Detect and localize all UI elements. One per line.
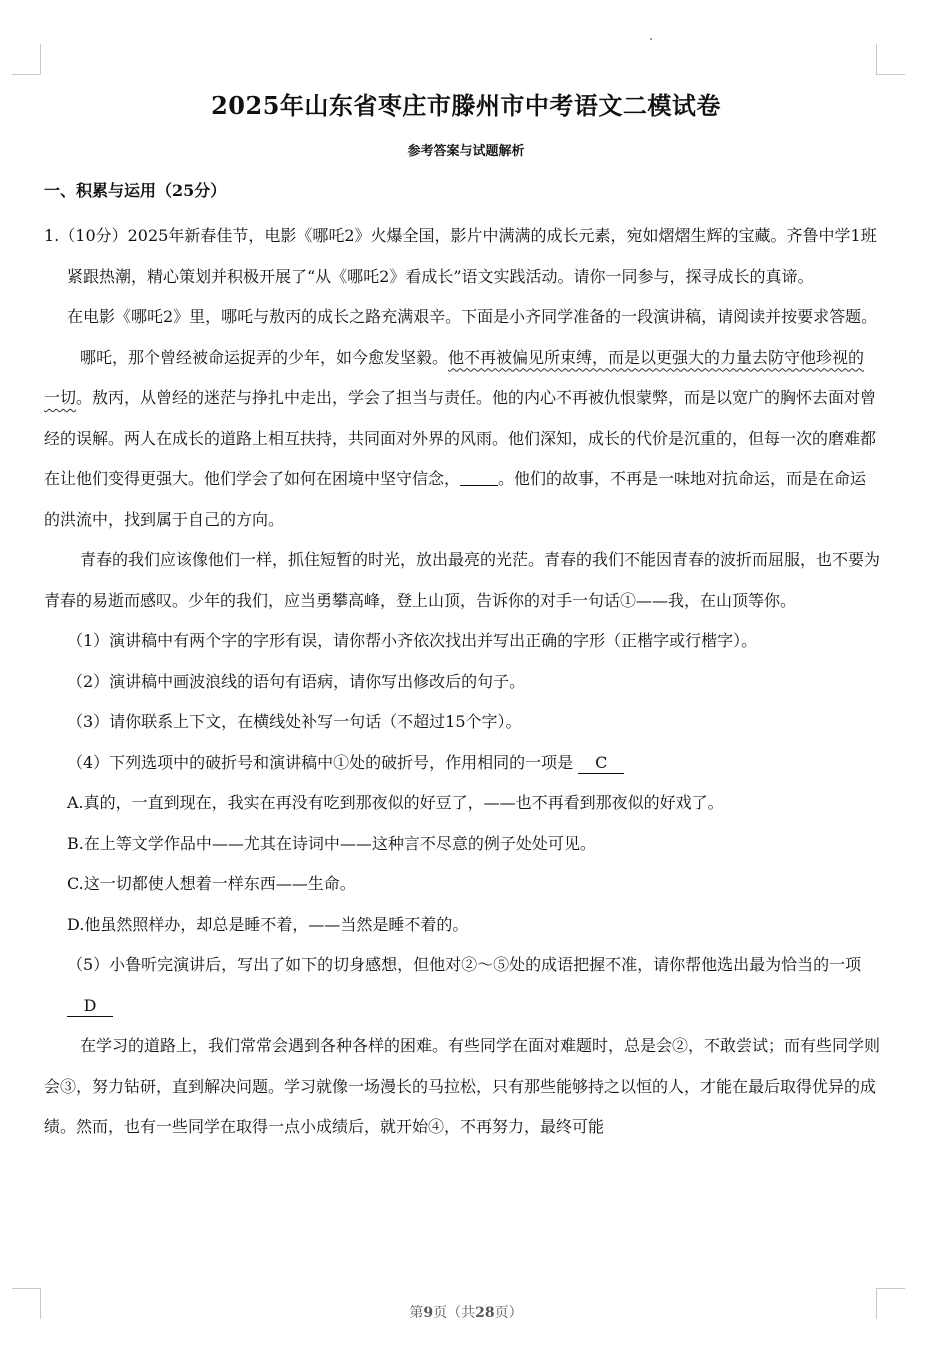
speech-text: 。他们的故事，不再是一味地对抗命运，而是在命运的洪流中，找到属于自己的方向。 — [44, 469, 867, 529]
sub-question-5-text: （5）小鲁听完演讲后，写出了如下的切身感想，但他对②～⑤处的成语把握不准，请你帮他选出最为恰当的一项 — [67, 955, 862, 974]
question-1-intro: 1.（10分）2025年新春佳节，电影《哪吒2》火爆全国，影片中满满的成长元素，宛如熠熠生辉的宝藏。齐鲁中学1班紧跟热潮，精心策划并积极开展了“从《哪吒2》看成长”语文实践活动。请你一同参与，探寻成长的真谛。 — [44, 226, 877, 286]
wavy-underlined-sentence: 他不再被偏见所束缚，而是以更强大的力量去防守他珍视的一切 — [44, 347, 865, 407]
option-c: C.这一切都使人想着一样东西——生命。 — [67, 874, 356, 893]
scan-dot — [650, 38, 652, 40]
crop-mark-top-right — [876, 44, 905, 75]
speech-paragraph-1 — [44, 338, 880, 541]
footer-text: 页） — [494, 1305, 523, 1321]
answer-5: D — [67, 996, 113, 1017]
option-b: B.在上等文学作品中——尤其在诗词中——这种言不尽意的例子处处可见。 — [67, 833, 596, 853]
section-heading: 一、积累与运用（25分） — [44, 181, 227, 200]
sub-question-4-text: （4）下列选项中的破折号和演讲稿中①处的破折号，作用相同的一项是 — [67, 752, 574, 772]
speech-text: 。敖丙，从曾经的迷茫与挣扎中走出，学会了担当与责任。他的内心不再被仇恨蒙弊，而是以宽广的胸怀去面对曾经的误解。两人在成长的道路上相互扶持，共同面对外界的风雨。他们深知，成长的代价是沉重的，但每一次的磨难都在让他们变得更强大。他们学会了如何在困境中坚守信念， — [44, 388, 877, 488]
page-subtitle: 参考答案与试题解析 — [407, 144, 525, 159]
page-footer — [0, 1302, 932, 1322]
sub-question-2: （2）演讲稿中画波浪线的语句有语病，请你写出修改后的句子。 — [67, 671, 526, 691]
speech-paragraph-2: 青春的我们应该像他们一样，抓住短暂的时光，放出最亮的光茫。青春的我们不能因青春的波折而屈服，也不要为青春的易逝而感叹。少年的我们，应当勇攀高峰，登上山顶，告诉你的对手一句话①——我，在山顶等你。 — [44, 550, 881, 610]
sub-question-1: （1）演讲稿中有两个字的字形有误，请你帮小齐依次找出并写出正确的字形（正楷字或行楷字）。 — [67, 631, 758, 650]
option-a: A.真的，一直到现在，我实在再没有吃到那夜似的好豆了，——也不再看到那夜似的好戏了。 — [67, 793, 724, 812]
reflection-passage: 在学习的道路上，我们常常会遇到各种各样的困难。有些同学在面对难题时，总是会②，不敢尝试；而有些同学则会③，努力钻研，直到解决问题。学习就像一场漫长的马拉松，只有那些能够持之以恒的人，才能在最后取得优异的成绩。然而，也有一些同学在取得一点小成绩后，就开始④，不再努力，最终可能 — [44, 1036, 881, 1136]
sub-question-3: （3）请你联系上下文，在横线处补写一句话（不超过15个字）。 — [67, 712, 522, 731]
footer-text: 第 — [409, 1305, 424, 1321]
sub-question-5 — [44, 945, 880, 1026]
crop-mark-top-left — [12, 44, 41, 75]
footer-text: 页（共 — [433, 1305, 476, 1321]
page-number: 9 — [423, 1305, 434, 1321]
page-total: 28 — [475, 1305, 495, 1321]
fill-in-blank — [460, 467, 498, 486]
option-d: D.他虽然照样办，却总是睡不着，——当然是睡不着的。 — [67, 914, 469, 934]
question-content — [44, 216, 880, 1148]
sub-question-4 — [44, 743, 880, 784]
page-title: 2025年山东省枣庄市滕州市中考语文二模试卷 — [211, 91, 721, 120]
question-1-instruction: 在电影《哪吒2》里，哪吒与敖丙的成长之路充满艰辛。下面是小齐同学准备的一段演讲稿，请阅读并按要求答题。 — [67, 307, 878, 326]
speech-text: 哪吒，那个曾经被命运捉弄的少年，如今愈发坚毅。 — [80, 347, 449, 367]
answer-4: C — [578, 753, 624, 774]
